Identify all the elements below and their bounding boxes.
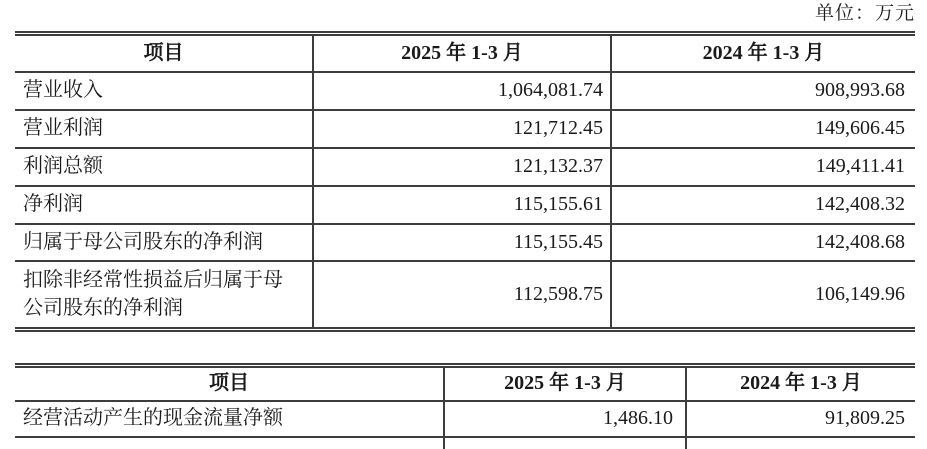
row-label-empty bbox=[15, 438, 443, 449]
value-2025: 1,486.10 bbox=[443, 402, 685, 436]
header-item-column: 项目 bbox=[143, 41, 184, 64]
table-row-net-profit-to-parent bbox=[15, 225, 915, 262]
cashflow-table bbox=[15, 363, 915, 449]
value-2025: 121,712.45 bbox=[312, 111, 610, 147]
profit-summary-table bbox=[15, 31, 915, 332]
unit-label: 单位：万元 bbox=[814, 3, 915, 24]
row-label: 利润总额 bbox=[23, 155, 103, 178]
table-row-operating-profit bbox=[15, 111, 915, 149]
profit-table-header-row bbox=[15, 36, 915, 73]
value-2025: 115,155.61 bbox=[312, 187, 610, 223]
header-2025-column: 2025 年 1-3 月 bbox=[312, 36, 610, 71]
table-row-net-profit-excl-nonrecurring bbox=[15, 262, 915, 327]
value-2025: 115,155.45 bbox=[312, 225, 610, 260]
row-label: 经营活动产生的现金流量净额 bbox=[23, 407, 283, 430]
value-2025: 1,064,081.74 bbox=[312, 73, 610, 109]
value-2025: 121,132.37 bbox=[312, 149, 610, 185]
value-2025: 112,598.75 bbox=[312, 262, 610, 327]
table-row-operating-revenue bbox=[15, 73, 915, 111]
row-label: 扣除非经常性损益后归属于母公司股东的净利润 bbox=[23, 268, 283, 319]
value-2024: 908,993.68 bbox=[610, 73, 915, 109]
value-2024: 149,606.45 bbox=[610, 111, 915, 147]
row-label: 营业利润 bbox=[23, 117, 103, 140]
value-2024: 106,149.96 bbox=[610, 262, 915, 327]
table-row-cutoff bbox=[15, 438, 915, 449]
value-2024: 142,408.32 bbox=[610, 187, 915, 223]
header-item-column: 项目 bbox=[209, 372, 249, 395]
value-empty bbox=[443, 438, 685, 449]
header-2025-column: 2025 年 1-3 月 bbox=[443, 368, 685, 400]
header-2024-column: 2024 年 1-3 月 bbox=[685, 368, 915, 400]
value-2024: 149,411.41 bbox=[610, 149, 915, 185]
header-2024-column: 2024 年 1-3 月 bbox=[610, 36, 915, 71]
table-row-total-profit bbox=[15, 149, 915, 187]
table-row-operating-cashflow bbox=[15, 402, 915, 438]
value-empty bbox=[685, 438, 915, 449]
row-label: 归属于母公司股东的净利润 bbox=[23, 230, 263, 253]
table-row-net-profit bbox=[15, 187, 915, 225]
row-label: 净利润 bbox=[23, 193, 83, 216]
value-2024: 142,408.68 bbox=[610, 225, 915, 260]
cashflow-table-header-row bbox=[15, 368, 915, 402]
value-2024: 91,809.25 bbox=[685, 402, 915, 436]
row-label: 营业收入 bbox=[23, 79, 103, 102]
